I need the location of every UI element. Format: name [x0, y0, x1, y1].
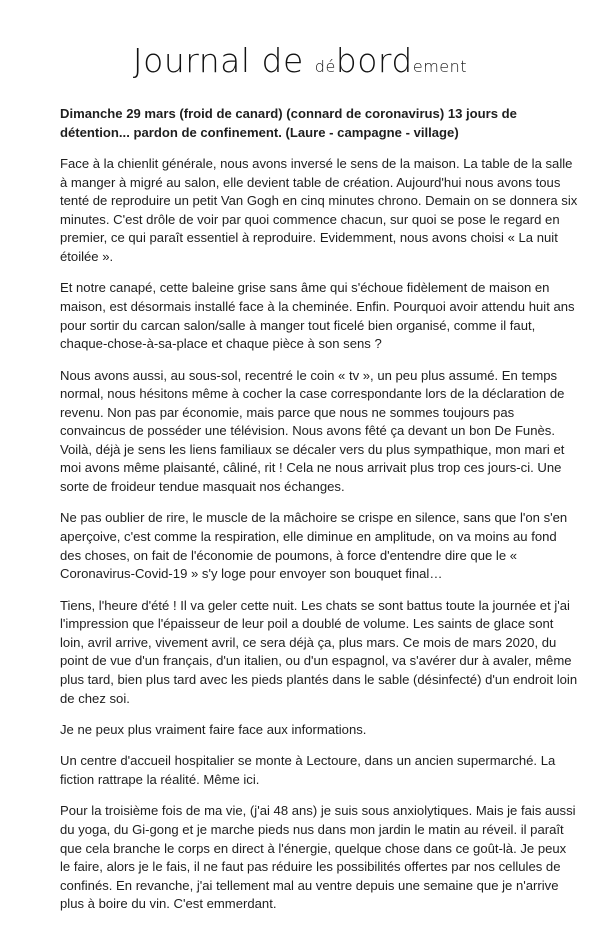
paragraph: Ne pas oublier de rire, le muscle de la mâchoire se crispe en silence, sans que l'on s'en aperçoive, c'est comme la respiration, elle diminue en amplitude, on va moins au fond des choses, on fait de l'économie de poumons, à force d'entendre dire que le « Coronavirus-Covid-19 » s'y loge pour envoyer son bouquet final… — [60, 510, 568, 582]
paragraph: Et notre canapé, cette baleine grise sans âme qui s'échoue fidèlement de maison en maison, est désormais installé face à la cheminée. Enfin. Pourquoi avoir attendu huit ans pour sortir du carcan salon/salle à manger tout ficelé bien organisé, comme il faut, chaque-chose-à-sa-place et chaque pièce à son sens ? — [60, 280, 575, 352]
paragraph: Tiens, l'heure d'été ! Il va geler cette nuit. Les chats se sont battus toute la journée et j'ai l'impression que l'épaisseur de leur poil a doublé de volume. Les saints de glace sont loin, avril arrive, vivement avril, ce sera déjà ça, plus mars. Ce mois de mars 2020, du point de vue d'un français, d'un italien, ou d'un espagnol, va s'avérer dur à avaler, même plus tard, bien plus tard avec les pieds plantés dans le sable (désinfecté) d'un endroit loin de chez soi. — [60, 597, 578, 706]
document-body — [60, 105, 580, 927]
paragraph: Face à la chienlit générale, nous avons inversé le sens de la maison. La table de la salle à manger à migré au salon, elle devient table de création. Aujourd'hui nous avons tous tenté de reproduire un petit Van Gogh en cinq minutes chrono. Demain on se donnera six minutes. C'est drôle de voir par quoi commence chacun, sur quoi se pose le regard en premier, ce qui paraît essentiel à reproduire. Evidemment, nous avons choisi « La nuit étoilée ». — [60, 155, 578, 264]
title-part-bord: bord — [335, 41, 413, 80]
title-part-journal-de: Journal de — [132, 41, 315, 80]
document-title — [0, 41, 600, 80]
paragraph: Je ne peux plus vraiment faire face aux informations. — [60, 722, 367, 737]
title-part-ement: ement — [412, 57, 468, 76]
title-part-de: dé — [314, 57, 336, 76]
paragraph: Pour la troisième fois de ma vie, (j'ai 48 ans) je suis sous anxiolytiques. Mais je fais aussi du yoga, du Gi-gong et je marche pieds nus dans mon jardin le matin au réveil. il paraît que cela branche le corps en direct à l'énergie, quelque chose dans ce goût-là. Je peux le faire, alors je le fais, il ne faut pas réduire les possibilités offertes par nos cellules de confinés. En revanche, j'ai tellement mal au ventre depuis une semaine que je n'arrive plus à boire du vin. C'est emmerdant. — [60, 803, 576, 912]
paragraph: Nous avons aussi, au sous-sol, recentré le coin « tv », un peu plus assumé. En temps normal, nous hésitons même à cocher la case correspondante lors de la déclaration de revenu. Non pas par économie, mais parce que nous ne sommes toujours pas convaincus de posséder une télévision. Nous avons fêté ça devant un bon De Funès. Voilà, déjà je sens les liens familiaux se décaler vers du plus sympathique, mon mari et moi avons même plaisanté, câliné, rit ! Cela ne nous arrivait plus trop ces jours-ci. Une sorte de froideur tendue masquait nos échanges. — [60, 367, 565, 495]
paragraph: Un centre d'accueil hospitalier se monte à Lectoure, dans un ancien supermarché. La fiction rattrape la réalité. Même ici. — [60, 753, 556, 787]
entry-heading: Dimanche 29 mars (froid de canard) (connard de coronavirus) 13 jours de détention... pardon de confinement. (Laure - campagne - village) — [60, 106, 517, 140]
